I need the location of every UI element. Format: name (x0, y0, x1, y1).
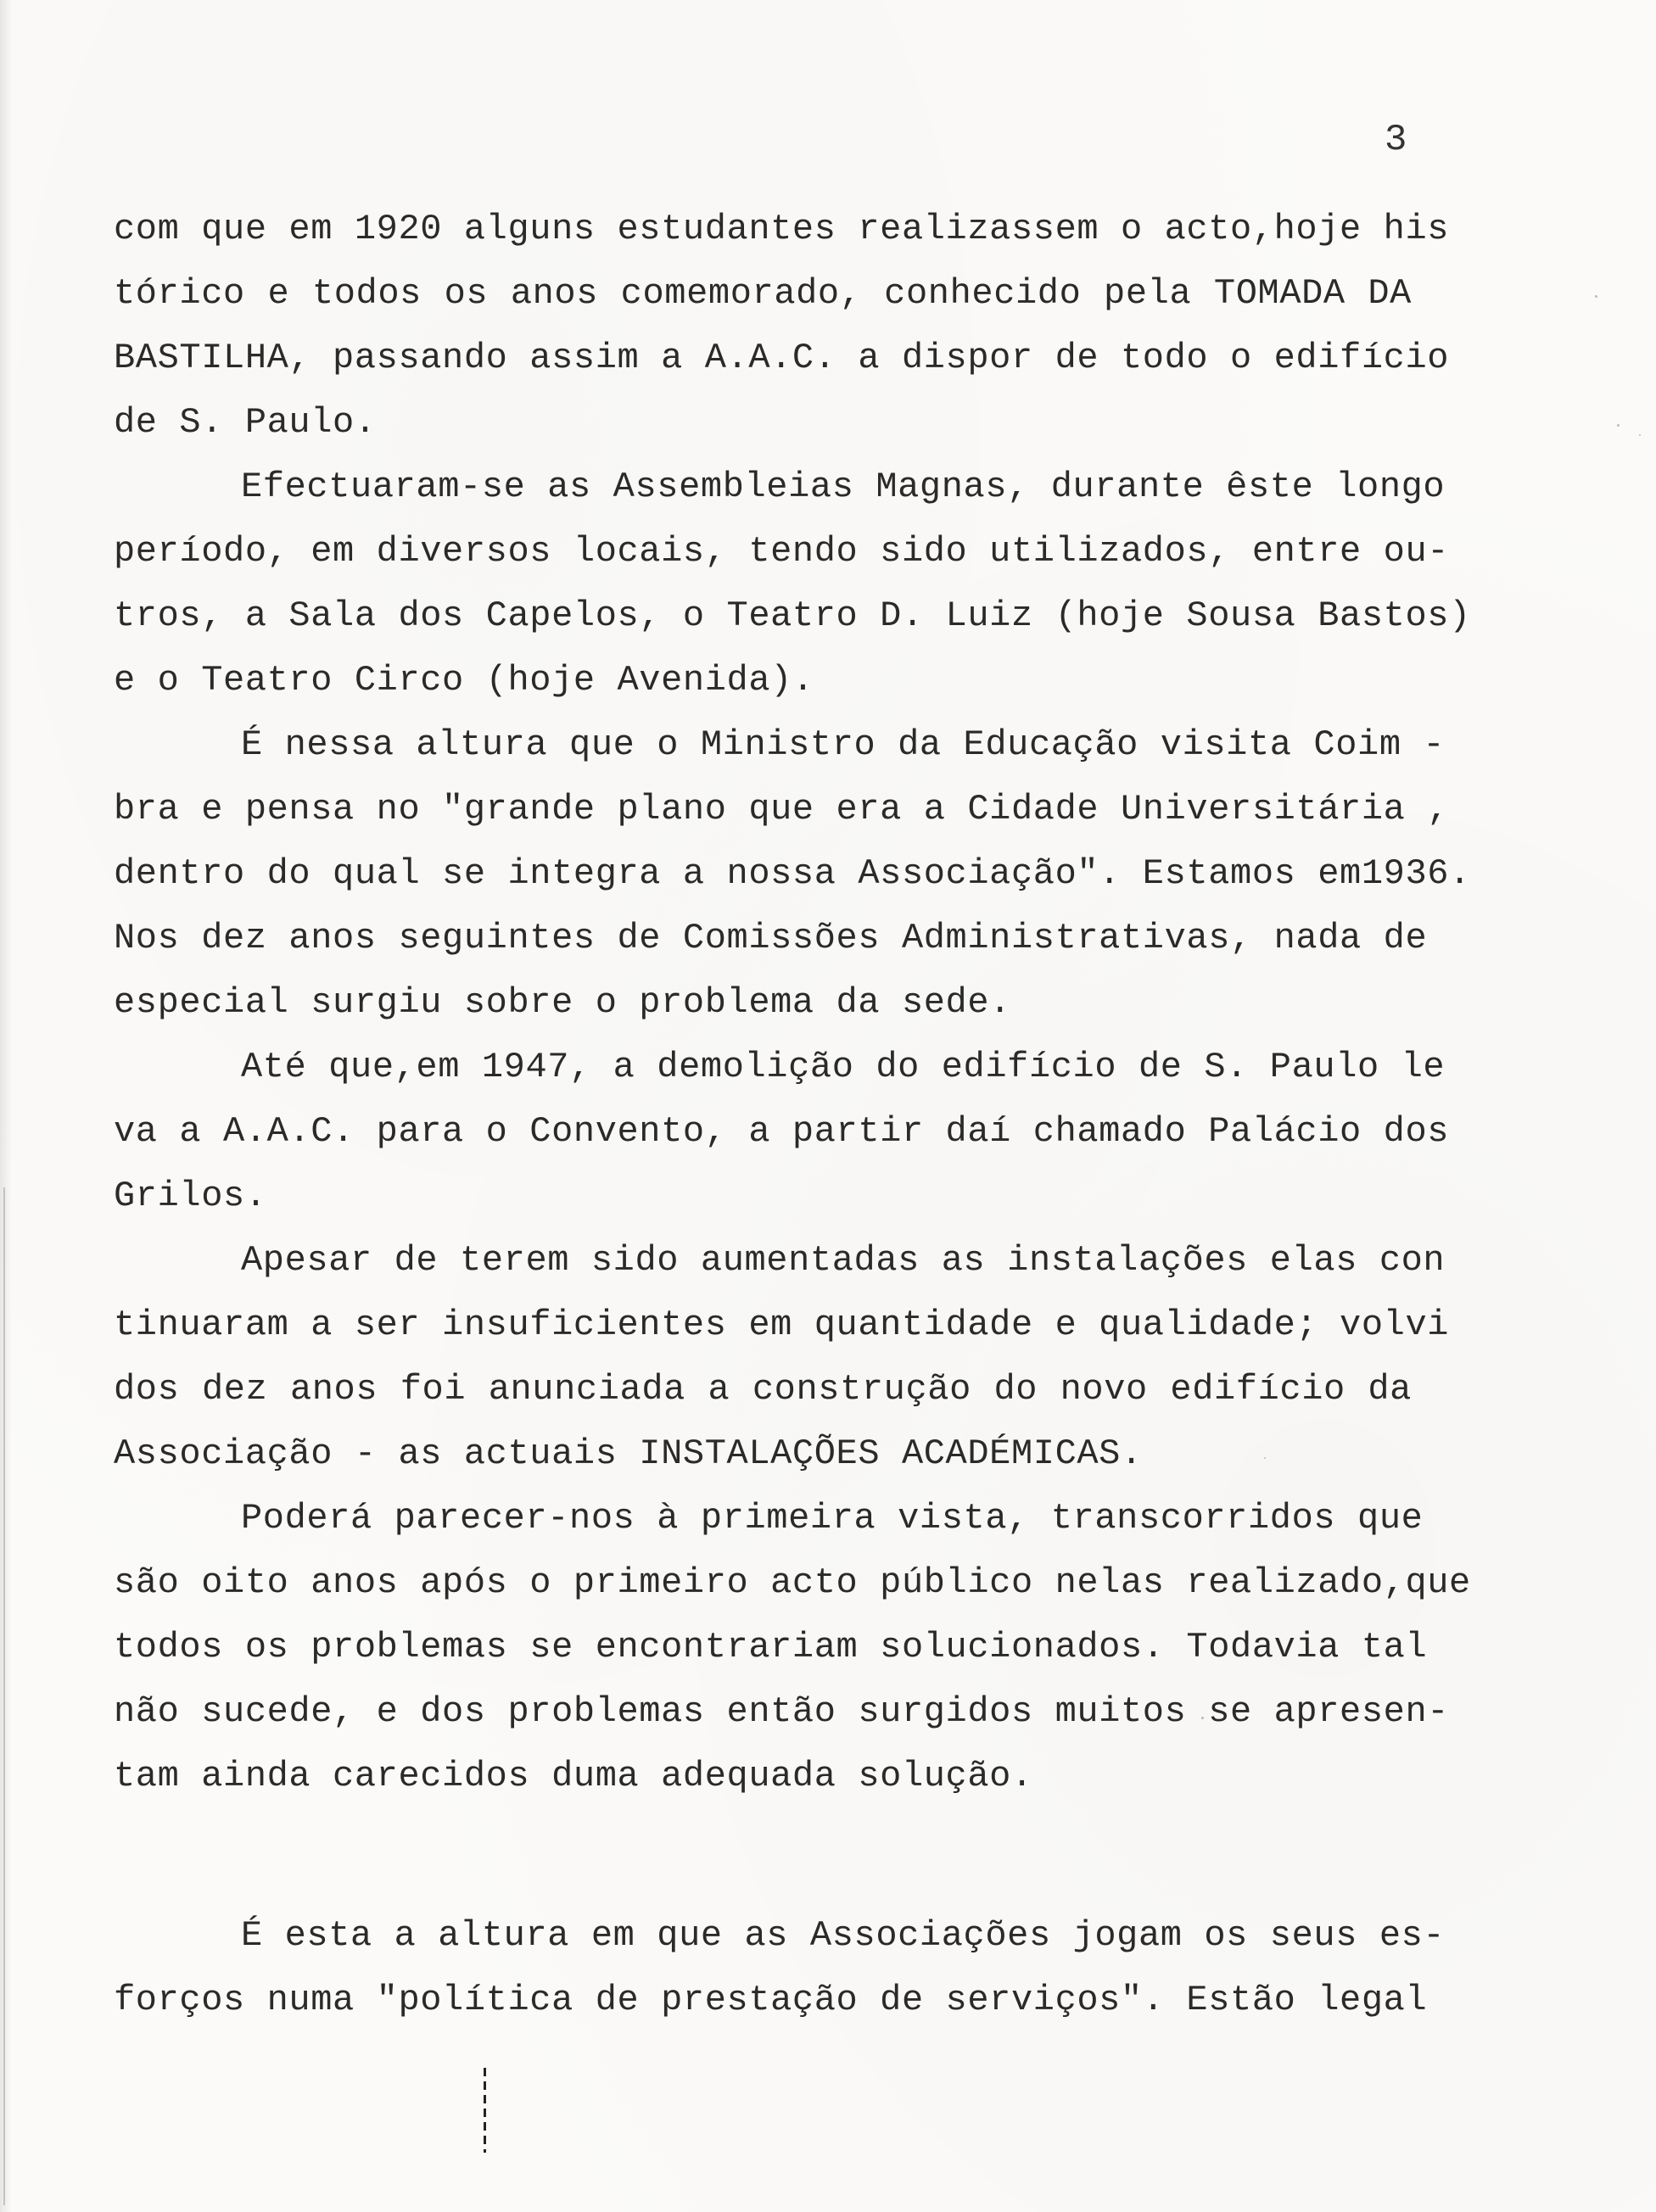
paragraph-1 (114, 197, 1450, 455)
text-line: tros, a Sala dos Capelos, o Teatro D. Luiz (hoje Sousa Bastos) (114, 595, 1471, 636)
paragraph-6 (114, 1486, 1471, 1808)
text-line: bra e pensa no "grande plano que era a Cidade Universitária , (114, 789, 1450, 830)
paper-speck (1639, 434, 1641, 436)
text-line: todos os problemas se encontrariam solucionados. Todavia tal (114, 1627, 1428, 1667)
text-line: especial surgiu sobre o problema da sede. (114, 982, 1011, 1023)
page-fold-line (3, 1187, 5, 2205)
ink-mark (484, 2068, 486, 2153)
text-line: período, em diversos locais, tendo sido utilizados, entre ou- (114, 531, 1450, 572)
text-line: É esta a altura em que as Associações jogam os seus es- (241, 1915, 1446, 1956)
paper-speck (1617, 424, 1620, 427)
paper-speck (1264, 1457, 1266, 1459)
text-line: de S. Paulo. (114, 402, 377, 443)
text-line: tórico e todos os anos comemorado, conhecido pela TOMADA DA (114, 273, 1412, 314)
text-line: Grilos. (114, 1176, 267, 1216)
body-text (114, 197, 1471, 2032)
text-line: forços numa "política de prestação de serviços". Estão legal (114, 1980, 1428, 2020)
paragraph-2 (114, 455, 1471, 712)
text-line: Nos dez anos seguintes de Comissões Administrativas, nada de (114, 918, 1428, 958)
paragraph-7 (114, 1903, 1446, 2032)
text-line: com que em 1920 alguns estudantes realizassem o acto,hoje his (114, 209, 1450, 249)
text-line: va a A.A.C. para o Convento, a partir daí chamado Palácio dos (114, 1111, 1450, 1152)
text-line: são oito anos após o primeiro acto público nelas realizado,que (114, 1562, 1471, 1603)
text-line: tinuaram a ser insuficientes em quantidade e qualidade; volvi (114, 1304, 1450, 1345)
text-line: BASTILHA, passando assim a A.A.C. a dispor de todo o edifício (114, 338, 1450, 378)
text-line: É nessa altura que o Ministro da Educação visita Coim - (241, 724, 1446, 765)
paragraph-4 (114, 1035, 1450, 1228)
text-line: não sucede, e dos problemas então surgidos muitos se apresen- (114, 1691, 1450, 1732)
paragraph-3 (114, 712, 1471, 1035)
paragraph-5 (114, 1228, 1450, 1486)
text-line: tam ainda carecidos duma adequada solução. (114, 1756, 1033, 1796)
text-line: Associação - as actuais INSTALAÇÕES ACADÉMICAS. (114, 1433, 1143, 1474)
text-line: Apesar de terem sido aumentadas as instalações elas con (241, 1240, 1446, 1281)
paper-speck (1201, 1717, 1204, 1719)
page-shadow-edge (0, 0, 12, 2212)
paper-speck (1595, 295, 1597, 298)
text-line: e o Teatro Circo (hoje Avenida). (114, 660, 814, 701)
text-line: Poderá parecer-nos à primeira vista, transcorridos que (241, 1498, 1424, 1539)
page-number: 3 (1385, 119, 1407, 161)
text-line: dentro do qual se integra a nossa Associação". Estamos em1936. (114, 853, 1471, 894)
text-line: Efectuaram-se as Assembleias Magnas, durante êste longo (241, 466, 1446, 507)
text-line: Até que,em 1947, a demolição do edifício de S. Paulo le (241, 1047, 1446, 1087)
text-line: dos dez anos foi anunciada a construção do novo edifício da (114, 1369, 1412, 1410)
